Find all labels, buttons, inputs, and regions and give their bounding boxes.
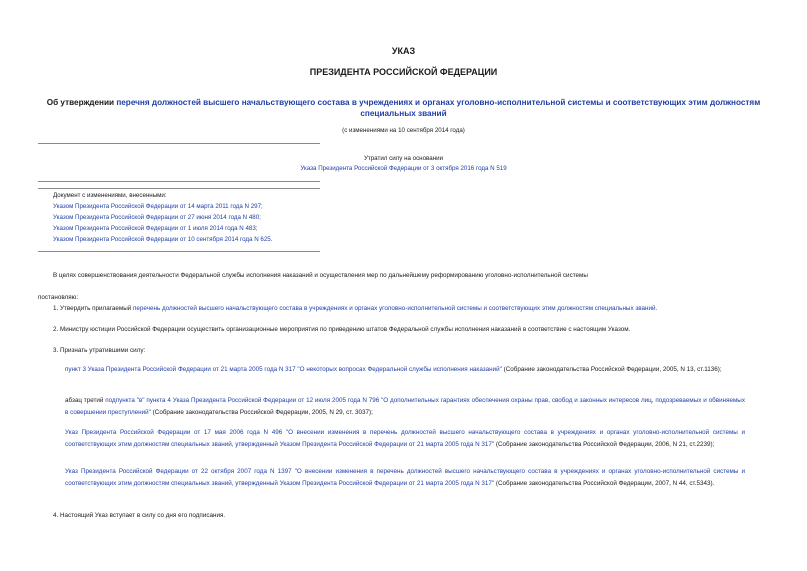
item-4: 4. Настоящий Указ вступает в силу со дня его подписания. [53,512,226,519]
amendment-link[interactable]: Указом Президента Российской Федерации от 27 июня 2014 года N 480; [53,214,261,221]
repealed-item-4-link[interactable]: Указ Президента Российской Федерации от 22 октября 2007 года N 1397 "О внесении изменения в перечень должностей высшего начальствующего состава в учреждениях и органах уголовно-исполнительной системы и соответствующих этим должностям специальных званий, утвержденный Указом Президента Российской Федерации от 21 марта 2005 года N 317" [65,468,745,487]
item-3: 3. Признать утратившими силу: [53,347,146,354]
repealed-item-4 [65,466,745,489]
amendment-item [53,203,453,211]
issuer-heading: ПРЕЗИДЕНТА РОССИЙСКОЙ ФЕДЕРАЦИИ [309,67,498,77]
repealed-item-1-link[interactable]: пункт 3 Указа Президента Российской Федерации от 21 марта 2005 года N 317 "О некоторых вопросах Федеральной службы исполнения наказаний" [65,366,502,373]
repealed-item-1 [65,364,745,376]
repealed-basis [0,165,807,173]
repealed-item-2-link[interactable]: подпункта "в" пункта 4 Указа Президента Российской Федерации от 12 июля 2005 года N 796 "О дополнительных гарантиях обеспечения охраны прав, свобод и законных интересов лиц, подозреваемых и обвиняемых в совершении преступлений" [65,397,745,416]
document-title [40,97,767,119]
amendment-link[interactable]: Указом Президента Российской Федерации от 14 марта 2011 года N 297; [53,203,263,210]
repealed-label: Утратил силу на основании [363,155,444,162]
doc-type-heading: УКАЗ [391,46,416,56]
amendments-intro: Документ с изменениями, внесенными: [53,192,167,199]
amendment-item [53,214,453,222]
repealed-item-3-source: (Собрание законодательства Российской Федерации, 2006, N 21, ст.2239); [494,440,715,448]
amendment-link[interactable]: Указом Президента Российской Федерации от 1 июля 2014 года N 483; [53,225,258,232]
decree-word: постановляю: [38,294,79,301]
repealed-item-4-source: (Собрание законодательства Российской Федерации, 2007, N 44, ст.5343). [494,479,715,487]
title-link[interactable]: перечня должностей высшего начальствующего состава в учреждениях и органах уголовно-исполнительной системы и соответствующих этим должностям специальных званий [116,98,761,118]
amendment-link[interactable]: Указом Президента Российской Федерации от 10 сентября 2014 года N 625. [53,236,273,243]
amendment-item [53,225,453,233]
item-2: 2. Министру юстиции Российской Федерации осуществить организационные мероприятия по приведению штатов Федеральной службы исполнения наказаний в соответствие с настоящим Указом. [53,326,631,333]
divider [38,188,320,189]
title-prefix: Об утверждении [46,98,117,107]
repealed-item-3 [65,427,745,450]
divider [38,251,320,252]
repealed-item-2 [65,395,745,418]
item-1-link[interactable]: перечень должностей высшего начальствующего состава в учреждениях и органах уголовно-исполнительной системы и соответствующих этим должностям специальных званий. [133,305,658,312]
amendment-item [53,236,453,244]
repealed-item-1-source: (Собрание законодательства Российской Федерации, 2005, N 13, ст.1136); [501,366,722,373]
repealed-link[interactable]: Указа Президента Российской Федерации от 3 октября 2016 года N 519 [300,165,507,172]
item-1-text: 1. Утвердить прилагаемый [53,305,134,312]
repealed-item-2-prefix: абзац третий [65,397,106,404]
repealed-item-3-link[interactable]: Указ Президента Российской Федерации от 17 мая 2006 года N 496 "О внесении изменения в перечень должностей высшего начальствующего состава в учреждениях и органах уголовно-исполнительной системы и соответствующих этим должностям специальных званий, утвержденный Указом Президента Российской Федерации от 21 марта 2005 года N 317" [65,429,745,448]
divider [38,143,320,144]
divider [38,181,320,182]
preamble: В целях совершенствования деятельности Федеральной службы исполнения наказаний и осуществления мер по дальнейшему реформированию уголовно-исполнительной системы [53,272,588,279]
item-1 [53,303,753,315]
repealed-item-2-source: (Собрание законодательства Российской Федерации, 2005, N 29, ст. 3037); [150,408,373,416]
revision-note: (с изменениями на 10 сентября 2014 года) [342,127,465,134]
